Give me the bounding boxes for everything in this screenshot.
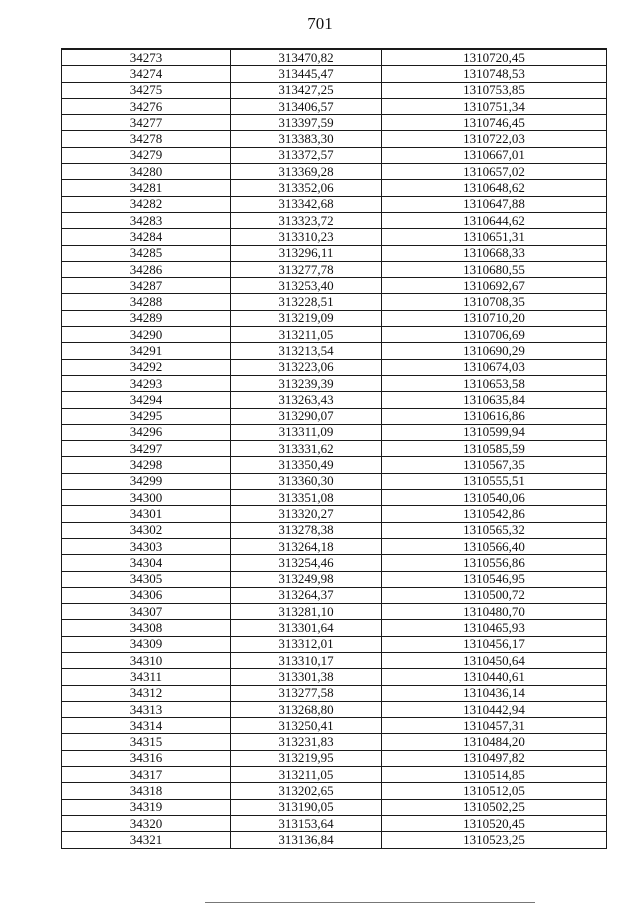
x-coordinate-cell: 313211,05 (231, 767, 382, 783)
table-row (62, 832, 607, 848)
x-coordinate-cell: 313312,01 (231, 636, 382, 652)
table-row (62, 66, 607, 82)
table-row (62, 522, 607, 538)
table-row (62, 147, 607, 163)
point-number-cell: 34310 (62, 652, 231, 668)
point-number-cell: 34301 (62, 506, 231, 522)
x-coordinate-cell: 313277,78 (231, 261, 382, 277)
point-number-cell: 34284 (62, 229, 231, 245)
x-coordinate-cell: 313190,05 (231, 799, 382, 815)
x-coordinate-cell: 313250,41 (231, 718, 382, 734)
point-number-cell: 34313 (62, 701, 231, 717)
x-coordinate-cell: 313369,28 (231, 164, 382, 180)
y-coordinate-cell: 1310523,25 (382, 832, 607, 848)
table-row (62, 799, 607, 815)
table-row (62, 392, 607, 408)
table-row (62, 604, 607, 620)
table-row (62, 571, 607, 587)
table-row (62, 652, 607, 668)
x-coordinate-cell: 313445,47 (231, 66, 382, 82)
x-coordinate-cell: 313211,05 (231, 327, 382, 343)
table-row (62, 82, 607, 98)
table-row (62, 701, 607, 717)
x-coordinate-cell: 313301,64 (231, 620, 382, 636)
y-coordinate-cell: 1310436,14 (382, 685, 607, 701)
y-coordinate-cell: 1310512,05 (382, 783, 607, 799)
point-number-cell: 34311 (62, 669, 231, 685)
table-row (62, 620, 607, 636)
y-coordinate-cell: 1310748,53 (382, 66, 607, 82)
point-number-cell: 34317 (62, 767, 231, 783)
table-row (62, 750, 607, 766)
y-coordinate-cell: 1310635,84 (382, 392, 607, 408)
table-row (62, 359, 607, 375)
y-coordinate-cell: 1310710,20 (382, 310, 607, 326)
x-coordinate-cell: 313223,06 (231, 359, 382, 375)
x-coordinate-cell: 313342,68 (231, 196, 382, 212)
point-number-cell: 34274 (62, 66, 231, 82)
x-coordinate-cell: 313278,38 (231, 522, 382, 538)
x-coordinate-cell: 313254,46 (231, 555, 382, 571)
x-coordinate-cell: 313213,54 (231, 343, 382, 359)
x-coordinate-cell: 313427,25 (231, 82, 382, 98)
x-coordinate-cell: 313136,84 (231, 832, 382, 848)
x-coordinate-cell: 313310,23 (231, 229, 382, 245)
x-coordinate-cell: 313290,07 (231, 408, 382, 424)
x-coordinate-cell: 313277,58 (231, 685, 382, 701)
x-coordinate-cell: 313153,64 (231, 815, 382, 831)
table-row (62, 131, 607, 147)
point-number-cell: 34321 (62, 832, 231, 848)
y-coordinate-cell: 1310456,17 (382, 636, 607, 652)
y-coordinate-cell: 1310500,72 (382, 587, 607, 603)
y-coordinate-cell: 1310599,94 (382, 424, 607, 440)
table-row (62, 441, 607, 457)
x-coordinate-cell: 313320,27 (231, 506, 382, 522)
point-number-cell: 34314 (62, 718, 231, 734)
x-coordinate-cell: 313352,06 (231, 180, 382, 196)
point-number-cell: 34316 (62, 750, 231, 766)
x-coordinate-cell: 313264,18 (231, 538, 382, 554)
y-coordinate-cell: 1310667,01 (382, 147, 607, 163)
point-number-cell: 34286 (62, 261, 231, 277)
x-coordinate-cell: 313406,57 (231, 98, 382, 114)
table-row (62, 375, 607, 391)
point-number-cell: 34278 (62, 131, 231, 147)
table-row (62, 473, 607, 489)
point-number-cell: 34283 (62, 212, 231, 228)
point-number-cell: 34295 (62, 408, 231, 424)
y-coordinate-cell: 1310690,29 (382, 343, 607, 359)
y-coordinate-cell: 1310555,51 (382, 473, 607, 489)
y-coordinate-cell: 1310668,33 (382, 245, 607, 261)
point-number-cell: 34309 (62, 636, 231, 652)
point-number-cell: 34276 (62, 98, 231, 114)
point-number-cell: 34294 (62, 392, 231, 408)
y-coordinate-cell: 1310657,02 (382, 164, 607, 180)
y-coordinate-cell: 1310457,31 (382, 718, 607, 734)
y-coordinate-cell: 1310680,55 (382, 261, 607, 277)
table-row (62, 424, 607, 440)
table-row (62, 310, 607, 326)
x-coordinate-cell: 313360,30 (231, 473, 382, 489)
table-row (62, 490, 607, 506)
point-number-cell: 34296 (62, 424, 231, 440)
table-row (62, 327, 607, 343)
x-coordinate-cell: 313311,09 (231, 424, 382, 440)
x-coordinate-cell: 313351,08 (231, 490, 382, 506)
point-number-cell: 34287 (62, 278, 231, 294)
table-row (62, 555, 607, 571)
point-number-cell: 34302 (62, 522, 231, 538)
y-coordinate-cell: 1310647,88 (382, 196, 607, 212)
y-coordinate-cell: 1310616,86 (382, 408, 607, 424)
y-coordinate-cell: 1310514,85 (382, 767, 607, 783)
table-row (62, 457, 607, 473)
y-coordinate-cell: 1310651,31 (382, 229, 607, 245)
x-coordinate-cell: 313264,37 (231, 587, 382, 603)
x-coordinate-cell: 313239,39 (231, 375, 382, 391)
table-row (62, 734, 607, 750)
x-coordinate-cell: 313331,62 (231, 441, 382, 457)
y-coordinate-cell: 1310480,70 (382, 604, 607, 620)
point-number-cell: 34318 (62, 783, 231, 799)
y-coordinate-cell: 1310566,40 (382, 538, 607, 554)
table-row (62, 261, 607, 277)
point-number-cell: 34280 (62, 164, 231, 180)
point-number-cell: 34281 (62, 180, 231, 196)
table-row (62, 229, 607, 245)
table-row (62, 212, 607, 228)
bottom-rule (205, 902, 535, 903)
point-number-cell: 34291 (62, 343, 231, 359)
y-coordinate-cell: 1310644,62 (382, 212, 607, 228)
point-number-cell: 34315 (62, 734, 231, 750)
y-coordinate-cell: 1310497,82 (382, 750, 607, 766)
table-row (62, 538, 607, 554)
y-coordinate-cell: 1310440,61 (382, 669, 607, 685)
table-row (62, 245, 607, 261)
point-number-cell: 34298 (62, 457, 231, 473)
y-coordinate-cell: 1310567,35 (382, 457, 607, 473)
x-coordinate-cell: 313268,80 (231, 701, 382, 717)
y-coordinate-cell: 1310692,67 (382, 278, 607, 294)
point-number-cell: 34299 (62, 473, 231, 489)
table-row (62, 408, 607, 424)
x-coordinate-cell: 313219,09 (231, 310, 382, 326)
point-number-cell: 34285 (62, 245, 231, 261)
point-number-cell: 34305 (62, 571, 231, 587)
point-number-cell: 34282 (62, 196, 231, 212)
y-coordinate-cell: 1310465,93 (382, 620, 607, 636)
point-number-cell: 34275 (62, 82, 231, 98)
y-coordinate-cell: 1310746,45 (382, 115, 607, 131)
point-number-cell: 34293 (62, 375, 231, 391)
x-coordinate-cell: 313310,17 (231, 652, 382, 668)
point-number-cell: 34312 (62, 685, 231, 701)
x-coordinate-cell: 313350,49 (231, 457, 382, 473)
y-coordinate-cell: 1310540,06 (382, 490, 607, 506)
point-number-cell: 34289 (62, 310, 231, 326)
point-number-cell: 34306 (62, 587, 231, 603)
y-coordinate-cell: 1310751,34 (382, 98, 607, 114)
point-number-cell: 34308 (62, 620, 231, 636)
page-number: 701 (307, 14, 333, 33)
x-coordinate-cell: 313219,95 (231, 750, 382, 766)
x-coordinate-cell: 313231,83 (231, 734, 382, 750)
table-row (62, 815, 607, 831)
x-coordinate-cell: 313301,38 (231, 669, 382, 685)
table-row (62, 636, 607, 652)
point-number-cell: 34297 (62, 441, 231, 457)
y-coordinate-cell: 1310442,94 (382, 701, 607, 717)
point-number-cell: 34300 (62, 490, 231, 506)
point-number-cell: 34292 (62, 359, 231, 375)
coordinates-table (61, 48, 607, 849)
y-coordinate-cell: 1310546,95 (382, 571, 607, 587)
y-coordinate-cell: 1310565,32 (382, 522, 607, 538)
y-coordinate-cell: 1310674,03 (382, 359, 607, 375)
point-number-cell: 34279 (62, 147, 231, 163)
table-row (62, 278, 607, 294)
table-row (62, 767, 607, 783)
table-row (62, 343, 607, 359)
point-number-cell: 34320 (62, 815, 231, 831)
table-row (62, 180, 607, 196)
y-coordinate-cell: 1310502,25 (382, 799, 607, 815)
table-row (62, 115, 607, 131)
x-coordinate-cell: 313253,40 (231, 278, 382, 294)
point-number-cell: 34304 (62, 555, 231, 571)
x-coordinate-cell: 313383,30 (231, 131, 382, 147)
y-coordinate-cell: 1310556,86 (382, 555, 607, 571)
point-number-cell: 34319 (62, 799, 231, 815)
table-row (62, 98, 607, 114)
y-coordinate-cell: 1310706,69 (382, 327, 607, 343)
table-row (62, 164, 607, 180)
coordinates-table-body (62, 49, 607, 848)
x-coordinate-cell: 313397,59 (231, 115, 382, 131)
table-row (62, 506, 607, 522)
x-coordinate-cell: 313323,72 (231, 212, 382, 228)
table-row (62, 669, 607, 685)
point-number-cell: 34273 (62, 49, 231, 66)
y-coordinate-cell: 1310542,86 (382, 506, 607, 522)
y-coordinate-cell: 1310648,62 (382, 180, 607, 196)
y-coordinate-cell: 1310520,45 (382, 815, 607, 831)
x-coordinate-cell: 313470,82 (231, 49, 382, 66)
table-row (62, 196, 607, 212)
table-row (62, 783, 607, 799)
table-row (62, 685, 607, 701)
table-row (62, 718, 607, 734)
point-number-cell: 34307 (62, 604, 231, 620)
y-coordinate-cell: 1310653,58 (382, 375, 607, 391)
point-number-cell: 34288 (62, 294, 231, 310)
point-number-cell: 34277 (62, 115, 231, 131)
y-coordinate-cell: 1310484,20 (382, 734, 607, 750)
y-coordinate-cell: 1310753,85 (382, 82, 607, 98)
y-coordinate-cell: 1310722,03 (382, 131, 607, 147)
y-coordinate-cell: 1310720,45 (382, 49, 607, 66)
x-coordinate-cell: 313372,57 (231, 147, 382, 163)
table-row (62, 294, 607, 310)
x-coordinate-cell: 313263,43 (231, 392, 382, 408)
y-coordinate-cell: 1310708,35 (382, 294, 607, 310)
x-coordinate-cell: 313228,51 (231, 294, 382, 310)
x-coordinate-cell: 313296,11 (231, 245, 382, 261)
table-row (62, 49, 607, 66)
y-coordinate-cell: 1310585,59 (382, 441, 607, 457)
point-number-cell: 34303 (62, 538, 231, 554)
point-number-cell: 34290 (62, 327, 231, 343)
x-coordinate-cell: 313249,98 (231, 571, 382, 587)
x-coordinate-cell: 313202,65 (231, 783, 382, 799)
table-row (62, 587, 607, 603)
y-coordinate-cell: 1310450,64 (382, 652, 607, 668)
x-coordinate-cell: 313281,10 (231, 604, 382, 620)
